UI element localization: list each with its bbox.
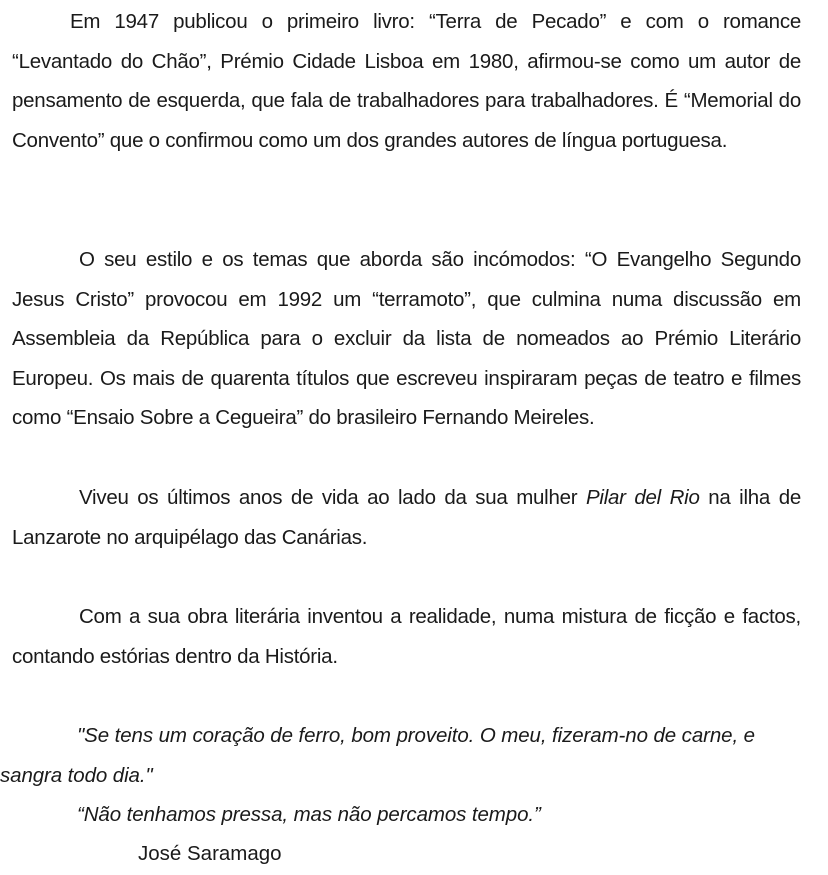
- paragraph-last-years-text-end: na ilha de Lanzarote no arquipélago das Canárias.: [12, 486, 801, 549]
- quote-time: “Não tenhamos pressa, mas não percamos tempo.”: [77, 803, 541, 826]
- paragraph-literary-work: Com a sua obra literária inventou a realidade, numa mistura de ficção e factos, contando estórias dentro da História.: [12, 605, 801, 668]
- wife-name: Pilar del Rio: [586, 486, 700, 509]
- author-signature: José Saramago: [138, 842, 282, 865]
- paragraph-last-years: [12, 478, 801, 557]
- paragraph-first-book: Em 1947 publicou o primeiro livro: “Terra de Pecado” e com o romance “Levantado do Chão”, Prémio Cidade Lisboa em 1980, afirmou-se como um autor de pensamento de esquerda, que fala de trabalhadores para trabalhadores. É “Memorial do Convento” que o confirmou como um dos grandes autores de língua portuguesa.: [12, 10, 801, 152]
- quote-heart: "Se tens um coração de ferro, bom proveito. O meu, fizeram-no de carne, e sangra todo dia.": [0, 724, 755, 787]
- paragraph-style-themes: O seu estilo e os temas que aborda são incómodos: “O Evangelho Segundo Jesus Cristo” provocou em 1992 um “terramoto”, que culmina numa discussão em Assembleia da República para o excluir da lista de nomeados ao Prémio Literário Europeu. Os mais de quarenta títulos que escreveu inspiraram peças de teatro e filmes como “Ensaio Sobre a Cegueira” do brasileiro Fernando Meireles.: [12, 248, 801, 429]
- paragraph-last-years-text-start: Viveu os últimos anos de vida ao lado da sua mulher: [79, 486, 586, 509]
